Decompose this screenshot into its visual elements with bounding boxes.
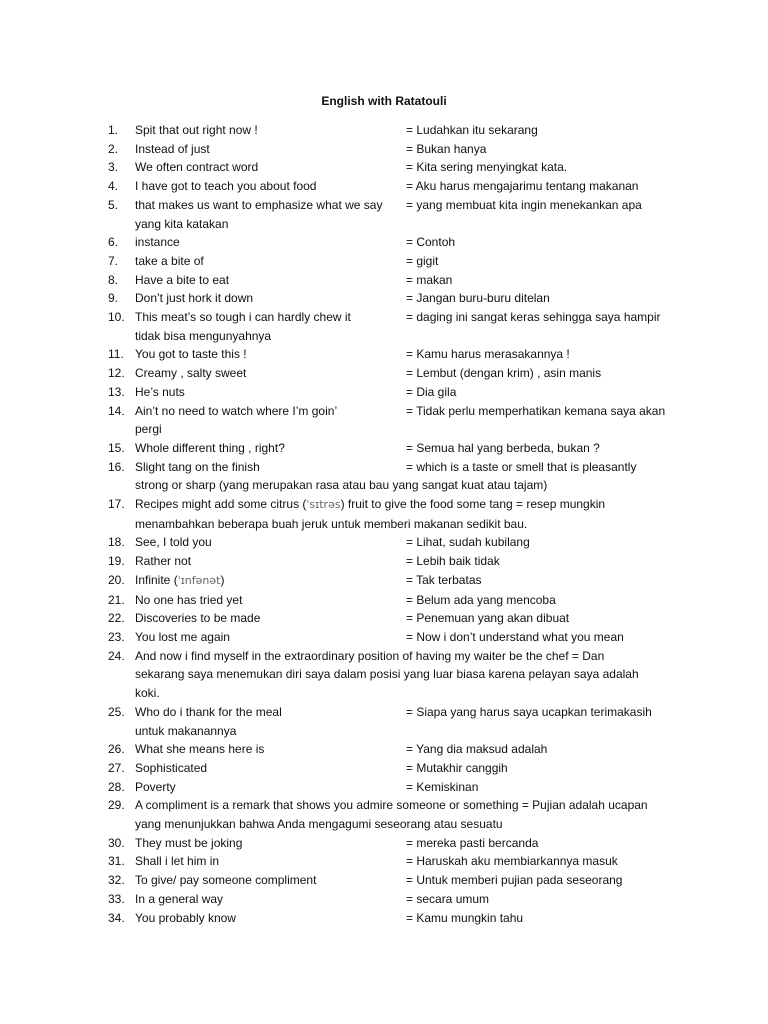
english-phrase: What she means here is — [135, 742, 265, 757]
continuation-line: koki. — [135, 686, 160, 701]
item-number: 19. — [108, 554, 125, 569]
list-item — [108, 628, 698, 647]
item-number: 23. — [108, 629, 125, 644]
item-number: 2. — [108, 141, 119, 156]
item-number: 6. — [108, 235, 119, 250]
item-number: 18. — [108, 535, 125, 550]
indonesian-translation: = secara umum — [406, 891, 490, 906]
item-number: 5. — [108, 197, 119, 212]
item-number: 32. — [108, 873, 125, 888]
english-phrase: Discoveries to be made — [135, 611, 261, 626]
english-phrase: Instead of just — [135, 141, 210, 156]
english-phrase: Who do i thank for the meal — [135, 704, 282, 719]
indonesian-translation: = makan — [406, 272, 453, 287]
continuation-line: pergi — [135, 422, 162, 437]
item-number: 21. — [108, 592, 125, 607]
list-item — [108, 609, 698, 628]
english-phrase: instance — [135, 235, 180, 250]
indonesian-translation: = Aku harus mengajarimu tentang makanan — [406, 179, 639, 194]
item-number: 29. — [108, 798, 125, 813]
item-number: 8. — [108, 272, 119, 287]
english-phrase-part: Recipes might add some citrus ( — [135, 497, 307, 512]
list-item — [108, 177, 698, 196]
english-phrase: take a bite of — [135, 253, 204, 268]
continuation-line: yang menunjukkan bahwa Anda mengagumi seseorang atau sesuatu — [135, 817, 503, 832]
item-number: 12. — [108, 366, 125, 381]
indonesian-translation: = Lebih baik tidak — [406, 554, 500, 569]
list-item — [108, 759, 698, 778]
item-number: 31. — [108, 854, 125, 869]
list-item — [108, 852, 698, 871]
list-item — [108, 233, 698, 252]
list-item — [108, 252, 698, 271]
english-phrase: that makes us want to emphasize what we say — [135, 197, 383, 212]
item-number: 24. — [108, 648, 125, 663]
item-number: 28. — [108, 779, 125, 794]
indonesian-translation: = Jangan buru-buru ditelan — [406, 291, 550, 306]
indonesian-translation: = Lembut (dengan krim) , asin manis — [406, 366, 602, 381]
item-number: 34. — [108, 910, 125, 925]
list-item — [108, 591, 698, 610]
list-item — [108, 439, 698, 458]
english-phrase: Have a bite to eat — [135, 272, 230, 287]
item-number: 1. — [108, 123, 119, 137]
list-item — [108, 571, 698, 591]
list-item — [108, 552, 698, 571]
indonesian-translation: = Mutakhir canggih — [406, 760, 508, 775]
continuation-line: menambahkan beberapa buah jeruk untuk memberi makanan sedikit bau. — [135, 516, 528, 531]
indonesian-translation: = Haruskah aku membiarkannya masuk — [406, 854, 618, 869]
continuation-line: tidak bisa mengunyahnya — [135, 328, 272, 343]
item-number: 16. — [108, 459, 125, 474]
english-phrase: They must be joking — [135, 835, 243, 850]
full-line — [108, 495, 698, 515]
indonesian-translation: = Kita sering menyingkat kata. — [406, 160, 568, 175]
english-phrase: Shall i let him in — [135, 854, 220, 869]
item-number: 33. — [108, 891, 125, 906]
list-item — [108, 796, 698, 833]
english-phrase: Don’t just hork it down — [135, 291, 254, 306]
english-phrase: Poverty — [135, 779, 176, 794]
list-item — [108, 890, 698, 909]
indonesian-translation: = which is a taste or smell that is pleasantly — [406, 459, 637, 474]
indonesian-translation: = Penemuan yang akan dibuat — [406, 611, 570, 626]
list-item — [108, 647, 698, 703]
english-phrase: In a general way — [135, 891, 224, 906]
english-phrase: To give/ pay someone compliment — [135, 873, 317, 888]
english-phrase: I have got to teach you about food — [135, 179, 317, 194]
list-item — [108, 778, 698, 797]
english-phrase-part: Infinite ( — [135, 572, 178, 587]
indonesian-translation: = Dia gila — [406, 384, 457, 399]
english-phrase: See, I told you — [135, 535, 212, 550]
item-number: 4. — [108, 179, 119, 194]
list-item — [108, 495, 698, 533]
continuation-line: untuk makanannya — [135, 723, 237, 738]
continuation-line: sekarang saya menemukan diri saya dalam posisi yang luar biasa karena pelayan saya adalah — [135, 667, 639, 682]
english-phrase: Rather not — [135, 554, 192, 569]
english-phrase: Slight tang on the finish — [135, 459, 260, 474]
english-phrase: Sophisticated — [135, 760, 208, 775]
continuation-line: yang kita katakan — [135, 216, 229, 231]
list-item — [108, 383, 698, 402]
list-item — [108, 271, 698, 290]
list-item — [108, 740, 698, 759]
item-number: 30. — [108, 835, 125, 850]
item-number: 3. — [108, 160, 119, 175]
item-number: 22. — [108, 611, 125, 626]
list-item — [108, 871, 698, 890]
indonesian-translation: = Belum ada yang mencoba — [406, 592, 556, 607]
indonesian-translation: = Tidak perlu memperhatikan kemana saya akan — [406, 403, 666, 418]
item-number: 9. — [108, 291, 119, 306]
list-item — [108, 402, 698, 439]
indonesian-translation: = Bukan hanya — [406, 141, 487, 156]
list-item — [108, 909, 698, 928]
indonesian-translation: = Now i don’t understand what you mean — [406, 629, 624, 644]
full-line: A compliment is a remark that shows you admire someone or something = Pujian adalah ucapan — [135, 798, 648, 813]
list-item — [108, 834, 698, 853]
indonesian-translation: = Semua hal yang berbeda, bukan ? — [406, 440, 600, 455]
english-phrase: No one has tried yet — [135, 592, 243, 607]
item-number: 20. — [108, 572, 125, 587]
item-number: 11. — [108, 347, 124, 362]
english-phrase-part: ) — [220, 572, 225, 587]
list-item — [108, 121, 698, 140]
item-number: 13. — [108, 384, 125, 399]
list-item — [108, 158, 698, 177]
item-number: 7. — [108, 253, 119, 268]
indonesian-translation: = Untuk memberi pujian pada seseorang — [406, 873, 623, 888]
english-phrase: You probably know — [135, 910, 236, 925]
list-item — [108, 140, 698, 159]
indonesian-translation: = Kamu mungkin tahu — [406, 910, 524, 925]
page-title: English with Ratatouli — [321, 94, 447, 108]
phonetic-transcription: ˈsɪtrəs — [306, 498, 341, 512]
item-number: 25. — [108, 704, 125, 719]
indonesian-translation: = Kamu harus merasakannya ! — [406, 347, 570, 362]
english-phrase — [108, 571, 406, 591]
indonesian-translation: = daging ini sangat keras sehingga saya hampir — [406, 310, 661, 325]
english-phrase: He’s nuts — [135, 384, 185, 399]
english-phrase: You lost me again — [135, 629, 230, 644]
english-phrase: Creamy , salty sweet — [135, 366, 247, 381]
item-number: 17. — [108, 497, 125, 512]
indonesian-translation: = Kemiskinan — [406, 779, 479, 794]
english-phrase: Whole different thing , right? — [135, 440, 285, 455]
indonesian-translation: = gigit — [406, 253, 439, 268]
english-phrase: Spit that out right now ! — [135, 123, 258, 137]
list-item — [108, 458, 698, 495]
indonesian-translation: = yang membuat kita ingin menekankan apa — [406, 197, 642, 212]
indonesian-translation: = Ludahkan itu sekarang — [406, 123, 538, 137]
list-item — [108, 308, 698, 345]
indonesian-translation: = Tak terbatas — [406, 572, 482, 587]
item-number: 14. — [108, 403, 125, 418]
list-item — [108, 364, 698, 383]
indonesian-translation: = mereka pasti bercanda — [406, 835, 539, 850]
list-item — [108, 196, 698, 233]
list-item — [108, 345, 698, 364]
list-item — [108, 533, 698, 552]
indonesian-translation: = Siapa yang harus saya ucapkan terimakasih — [406, 704, 652, 719]
indonesian-translation: = Yang dia maksud adalah — [406, 742, 548, 757]
indonesian-translation: = Contoh — [406, 235, 456, 250]
item-number: 10. — [108, 310, 125, 325]
english-phrase: You got to taste this ! — [135, 347, 247, 362]
vocabulary-list — [108, 121, 698, 927]
indonesian-translation: = Lihat, sudah kubilang — [406, 535, 530, 550]
item-number: 26. — [108, 742, 125, 757]
phonetic-transcription: ˈɪnfənət — [177, 573, 221, 587]
list-item — [108, 703, 698, 740]
continuation-line: strong or sharp (yang merupakan rasa atau bau yang sangat kuat atau tajam) — [135, 478, 548, 493]
english-phrase: Ain’t no need to watch where I’m goin’ — [135, 403, 338, 418]
item-number: 27. — [108, 760, 125, 775]
english-phrase-part: ) fruit to give the food some tang = resep mungkin — [340, 497, 606, 512]
english-phrase: We often contract word — [135, 160, 259, 175]
english-phrase: This meat’s so tough i can hardly chew it — [135, 310, 351, 325]
item-number: 15. — [108, 440, 125, 455]
full-line: And now i find myself in the extraordinary position of having my waiter be the chef = Dan — [135, 648, 605, 663]
list-item — [108, 289, 698, 308]
